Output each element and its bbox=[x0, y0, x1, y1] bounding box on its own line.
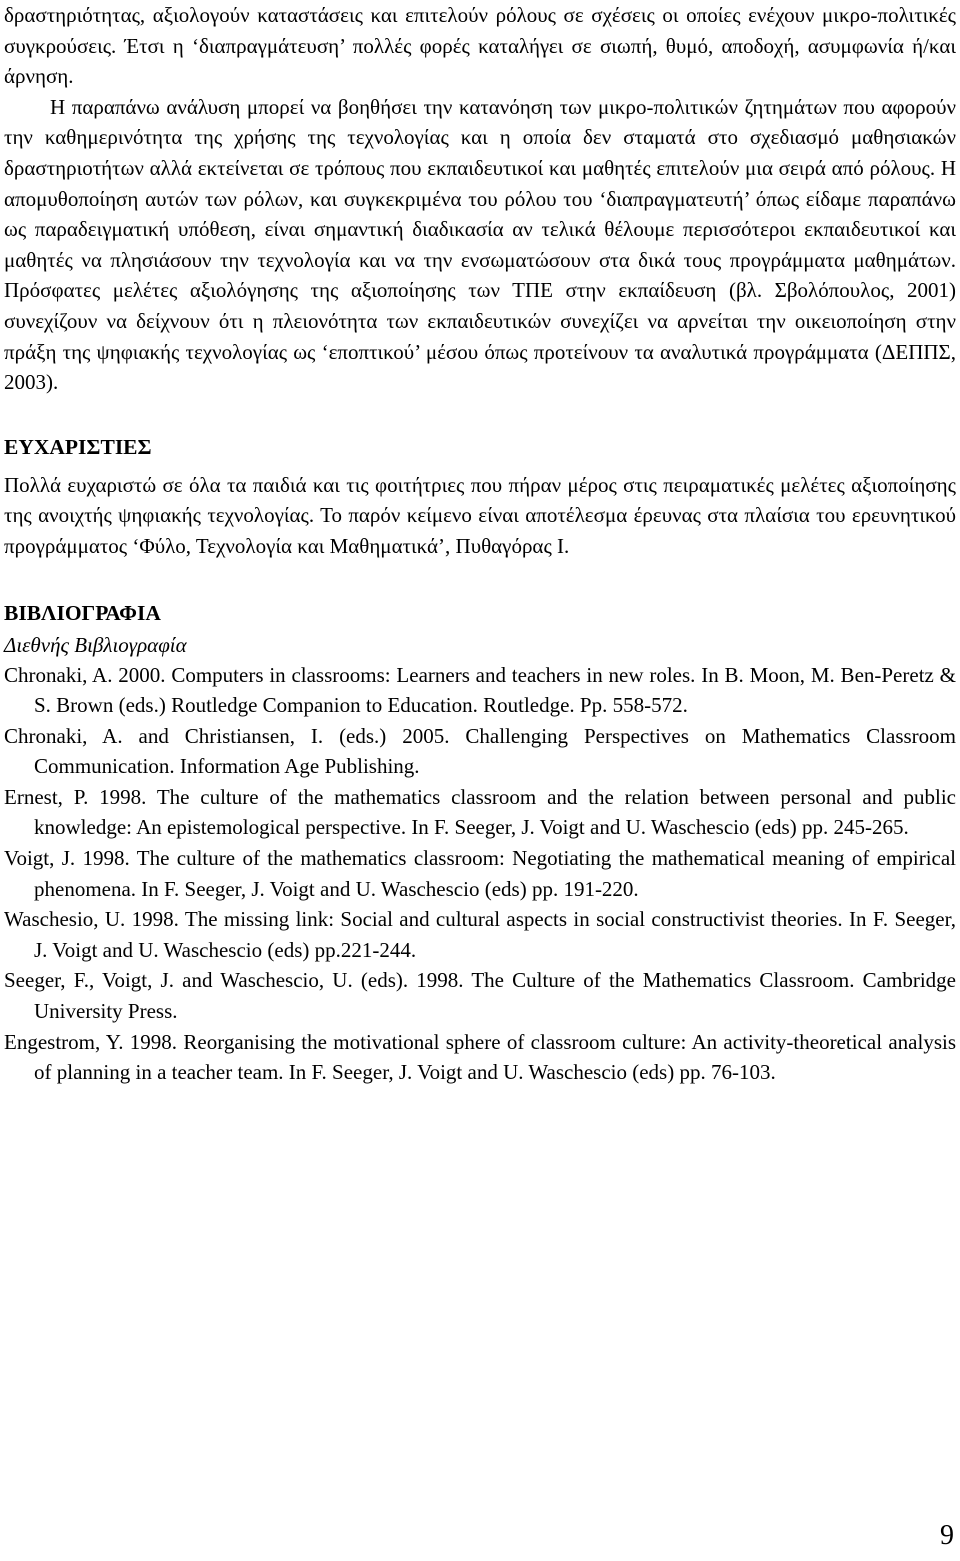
reference-item: Voigt, J. 1998. The culture of the mathematics classroom: Negotiating the mathematical meaning of empirical phenomena. In F. Seeger, J. Voigt and U. Waschescio (eds) pp. 191-220. bbox=[4, 846, 956, 901]
paragraph-continuation: δραστηριότητας, αξιολογούν καταστάσεις και επιτελούν ρόλους σε σχέσεις οι οποίες ενέχουν μικρο-πολιτικές συγκρούσεις. Έτσι η ‘διαπραγμάτευση’ πολλές φορές καταλήγει σε σιωπή, θυμό, αποδοχή, ασυμφωνία ή/και άρνηση. bbox=[4, 3, 956, 89]
acknowledgements-heading: ΕΥΧΑΡΙΣΤΙΕΣ bbox=[4, 434, 152, 459]
acknowledgements-paragraph: Πολλά ευχαριστώ σε όλα τα παιδιά και τις φοιτήτριες που πήραν μέρος στις πειραματικές μελέτες αξιοποίησης της ανοιχτής ψηφιακής τεχνολογίας. Το παρόν κείμενο είναι αποτέλεσμα έρευνας στα πλαίσια του ερευνητικού προγράμματος ‘Φύλο, Τεχνολογία και Μαθηματικά’, Πυθαγόρας Ι. bbox=[4, 472, 956, 558]
reference-item: Engestrom, Y. 1998. Reorganising the motivational sphere of classroom culture: An activity-theoretical analysis of planning in a teacher team. In F. Seeger, J. Voigt and U. Waschescio (eds) pp. 76-103. bbox=[4, 1029, 956, 1085]
page-content bbox=[4, 0, 956, 1088]
reference-item: Chronaki, A. 2000. Computers in classrooms: Learners and teachers in new roles. In B. Moon, M. Ben-Peretz & S. Brown (eds.) Routledge Companion to Education. Routledge. Pp. 558-572. bbox=[4, 662, 956, 718]
bibliography-heading: ΒΙΒΛΙΟΓΡΑΦΙΑ bbox=[4, 600, 161, 625]
reference-item: Chronaki, A. and Christiansen, I. (eds.) 2005. Challenging Perspectives on Mathematics Classroom Communication. Information Age Publishing. bbox=[4, 723, 956, 779]
reference-list bbox=[4, 660, 956, 1088]
page-number: 9 bbox=[940, 1520, 954, 1551]
international-bibliography-subheading: Διεθνής Βιβλιογραφία bbox=[4, 632, 187, 657]
reference-item: Waschesio, U. 1998. The missing link: Social and cultural aspects in social constructivist theories. In F. Seeger, J. Voigt and U. Waschescio (eds) pp.221-244. bbox=[4, 907, 956, 962]
reference-item: Seeger, F., Voigt, J. and Waschescio, U. (eds). 1998. The Culture of the Mathematics Classroom. Cambridge University Press. bbox=[4, 968, 956, 1024]
paragraph-analysis: Η παραπάνω ανάλυση μπορεί να βοηθήσει την κατανόηση των μικρο-πολιτικών ζητημάτων που αφορούν την καθημερινότητα της χρήσης της τεχνολογίας και η οποία δεν σταματά στο σχεδιασμό μαθησιακών δραστηριοτήτων αλλά εκτείνεται σε τρόπους που εκπαιδευτικοί και μαθητές επιτελούν μια σειρά από ρόλους. Η απομυθοποίηση αυτών των ρόλων, και συγκεκριμένα του ρόλου του ‘διαπραγματευτή’ όπως είδαμε παραπάνω ως παραδειγματική υπόθεση, είναι σημαντική διαδικασία αν τελικά θέλουμε περισσότεροι εκπαιδευτικοί και μαθητές να πλησιάσουν την τεχνολογία και να την ενσωματώσουν στα δικά τους προγράμματα μαθημάτων. Πρόσφατες μελέτες αξιολόγησης της αξιοποίησης των ΤΠΕ στην εκπαίδευση (βλ. Σβολόπουλος, 2001) συνεχίζουν να δείχνουν ότι η πλειονότητα των εκπαιδευτικών συνεχίζει να αρνείται την οικειοποίηση στην πράξη της ψηφιακής τεχνολογίας ως ‘εποπτικού’ μέσου όπως προτείνουν τα αναλυτικά προγράμματα (ΔΕΠΠΣ, 2003). bbox=[4, 94, 956, 395]
reference-item: Ernest, P. 1998. The culture of the mathematics classroom and the relation between personal and public knowledge: An epistemological perspective. In F. Seeger, J. Voigt and U. Waschescio (eds) pp. 245-265. bbox=[4, 784, 956, 840]
